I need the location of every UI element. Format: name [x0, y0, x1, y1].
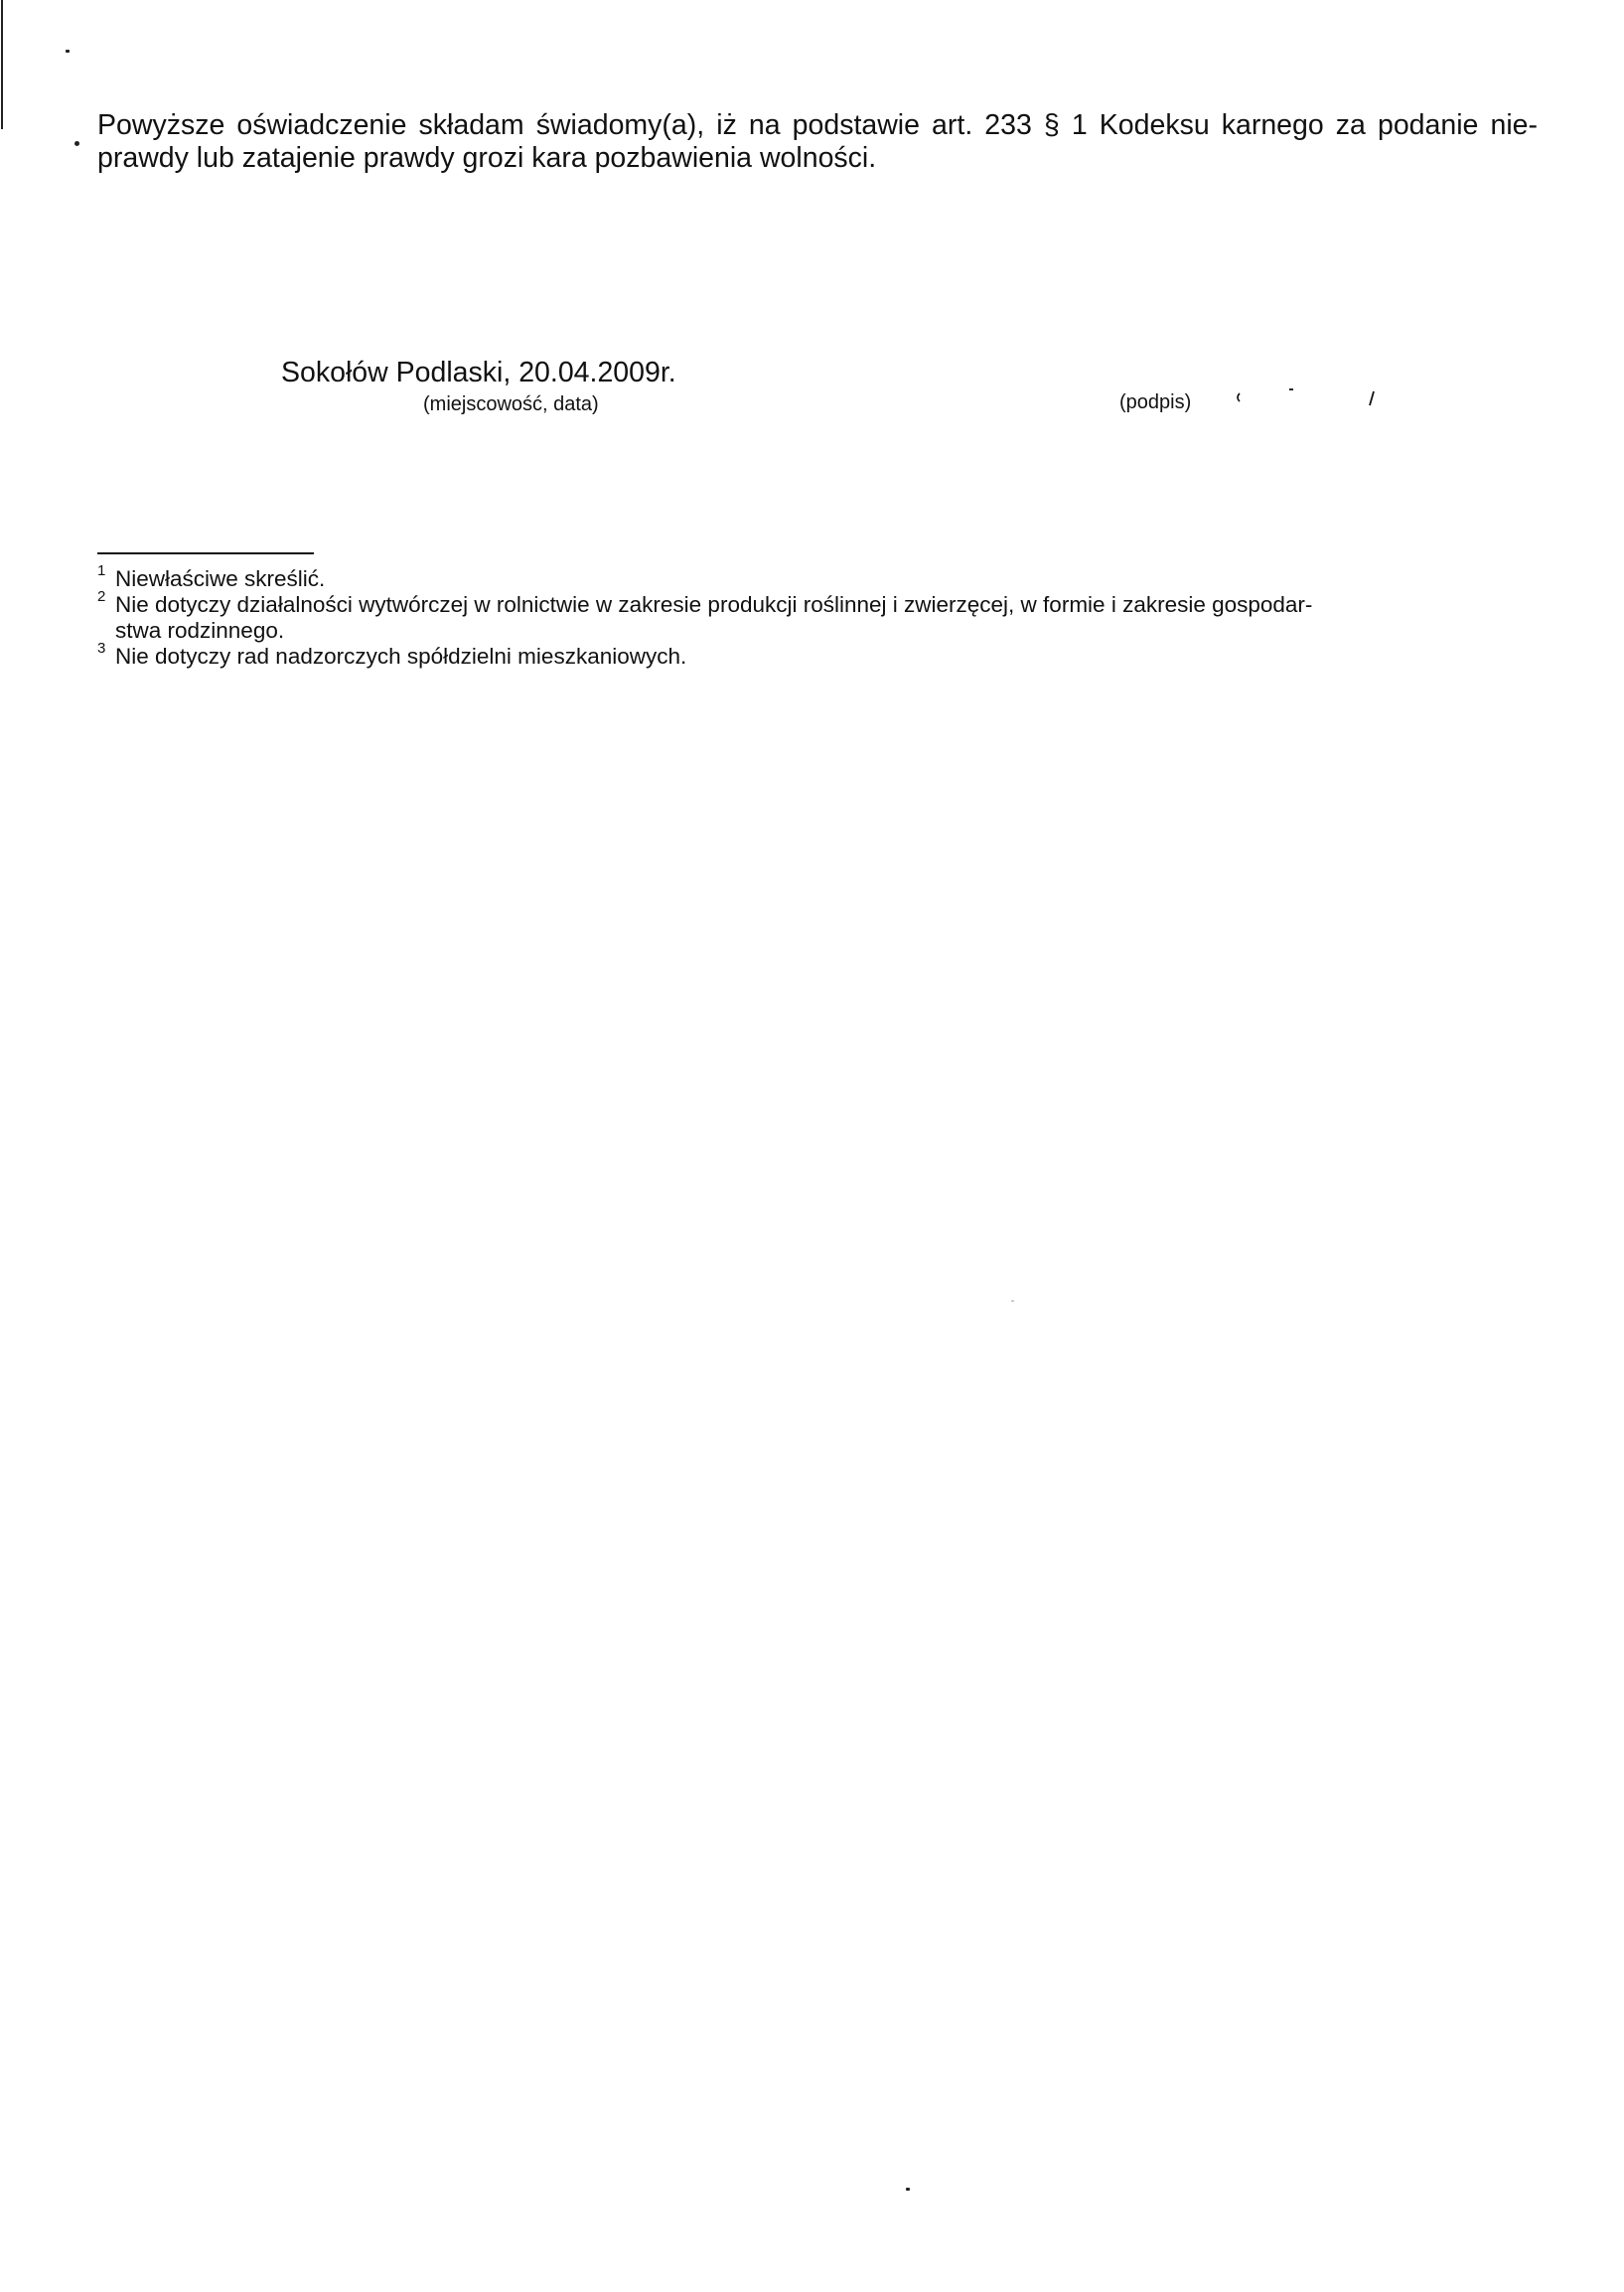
bullet-mark — [74, 141, 79, 146]
signature-caption: (podpis) — [1119, 391, 1192, 413]
statement-paragraph — [97, 109, 1538, 175]
signature-mark — [1230, 383, 1389, 413]
statement-line-2: prawdy lub zatajenie prawdy grozi kara pozbawienia wolności. — [97, 142, 877, 174]
statement-line-1: Powyższe oświadczenie składam świadomy(a), iż na podstawie art. 233 § 1 Kodeksu karnego za podanie nie- — [97, 109, 1538, 141]
footnote-text: Niewłaściwe skreślić. — [115, 566, 326, 591]
scan-speck — [66, 50, 70, 53]
scan-edge-line — [1, 0, 3, 129]
scan-speck — [906, 2188, 910, 2191]
place-date-value: Sokołów Podlaski, 20.04.2009r. — [281, 357, 676, 388]
footnote-1 — [97, 562, 1508, 592]
footnote-2 — [97, 588, 1508, 644]
footnote-text: Nie dotyczy działalności wytwórczej w rolnictwie w zakresie produkcji roślinnej i zwierzęcej, w formie i zakresie gospodar- — [115, 592, 1313, 617]
footnote-number: 2 — [97, 588, 106, 605]
place-date-caption: (miejscowość, data) — [423, 393, 599, 415]
footnote-number: 1 — [97, 562, 106, 579]
footnote-text-continued: stwa rodzinnego. — [115, 618, 285, 643]
footnote-number: 3 — [97, 640, 106, 657]
footnote-3 — [97, 640, 1508, 670]
footnotes — [97, 562, 1508, 670]
footnote-separator — [97, 552, 314, 554]
scan-speck — [1011, 1300, 1014, 1301]
footnote-text: Nie dotyczy rad nadzorczych spółdzielni mieszkaniowych. — [115, 644, 687, 669]
